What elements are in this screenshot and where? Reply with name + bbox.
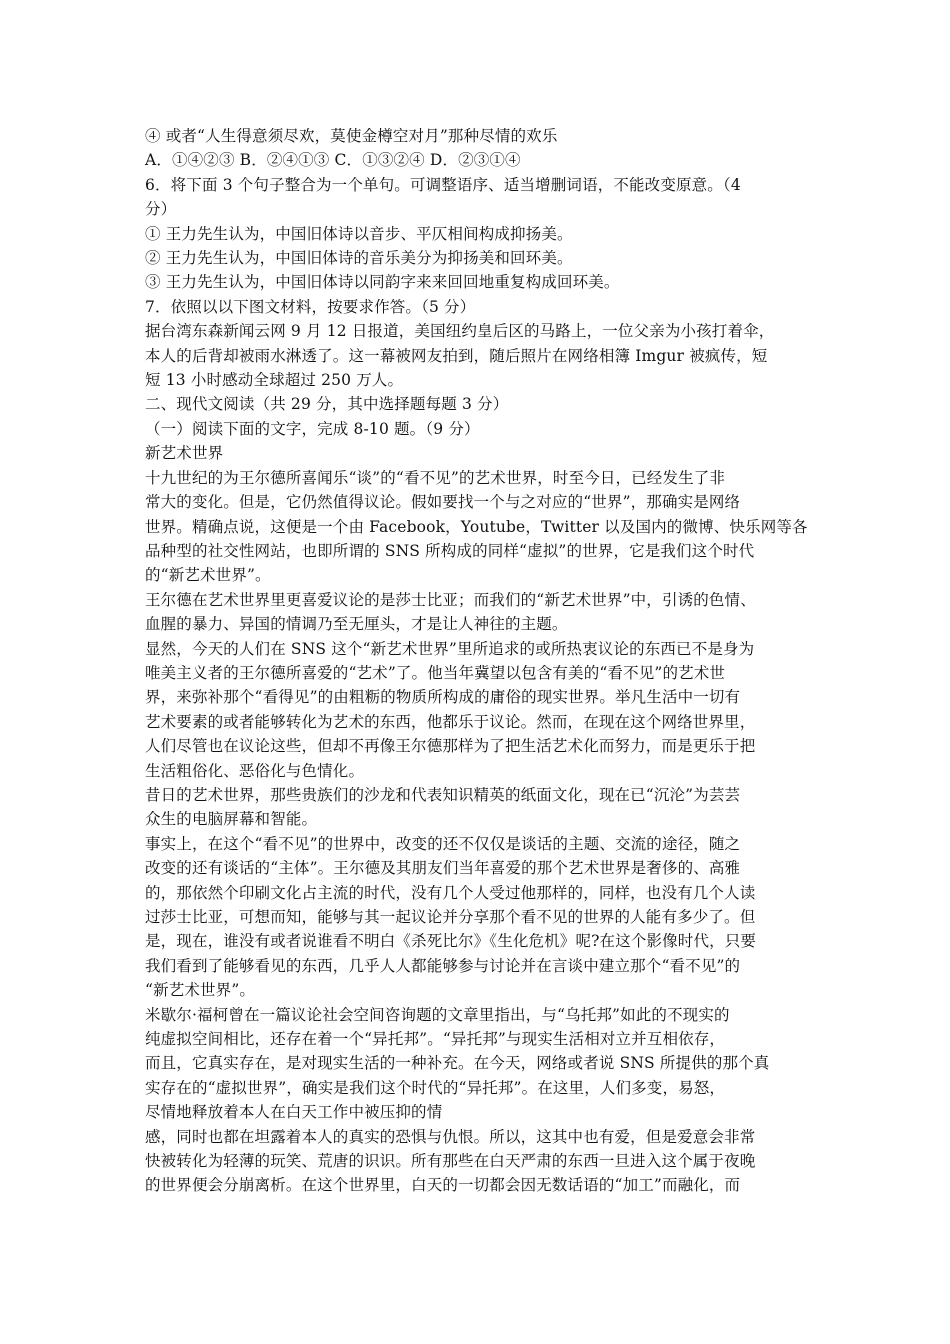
text-line: 改变的还有谈话的“主体”。王尔德及其朋友们当年喜爱的那个艺术世界是奢侈的、高雅: [145, 859, 741, 878]
text-line: 昔日的艺术世界，那些贵族们的沙龙和代表知识精英的纸面文化，现在已“沉沦”为芸芸: [145, 785, 741, 804]
text-line: A．①④②③ B．②④①③ C．①③②④ D．②③①④: [145, 151, 521, 170]
text-line: 而且，它真实存在，是对现实生活的一种补充。在今天，网络或者说 SNS 所提供的那个真: [145, 1054, 770, 1073]
text-line: 米歇尔·福柯曾在一篇议论社会空间咨询题的文章里指出，与“乌托邦”如此的不现实的: [145, 1005, 730, 1024]
text-line: 过莎士比亚，可想而知，能够与其一起议论并分享那个看不见的世界的人能有多少了。但: [145, 908, 756, 926]
text-line: 我们看到了能够看见的东西，几乎人人都能够参与讨论并在言谈中建立那个“看不见”的: [145, 956, 741, 975]
text-line: 唯美主义者的王尔德所喜爱的“艺术”了。他当年冀望以包含有美的“看不见”的艺术世: [145, 663, 726, 682]
text-line: 常大的变化。但是，它仍然值得议论。假如要找一个与之对应的“世界”，那确实是网络: [145, 493, 741, 512]
text-line: 实存在的“虚拟世界”，确实是我们这个时代的“异托邦”。在这里，人们多变，易怒，: [145, 1078, 726, 1097]
text-line: 本人的后背却被雨水淋透了。这一幕被网友拍到，随后照片在网络相簿 Imgur 被疯传，短: [145, 346, 768, 365]
text-line: 的世界便会分崩离析。在这个世界里，白天的一切都会因无数话语的“加工”而融化，而: [145, 1176, 741, 1195]
text-line: 界，来弥补那个“看得见”的由粗粝的物质所构成的庸俗的现实世界。举凡生活中一切有: [145, 688, 741, 707]
text-line: 血腥的暴力、异国的情调乃至无厘头，才是让人神往的主题。: [145, 615, 568, 634]
section-heading: 二、现代文阅读（共 29 分，其中选择题每题 3 分）: [145, 395, 509, 414]
text-line: 尽情地释放着本人在白天工作中被压抑的情: [145, 1103, 443, 1122]
text-line: 6．将下面 3 个句子整合为一个单句。可调整语序、适当增删词语，不能改变原意。（4: [145, 175, 741, 194]
text-line: ④ 或者“人生得意须尽欢，莫使金樽空对月”那种尽情的欢乐: [145, 127, 558, 145]
text-line: ③ 王力先生认为，中国旧体诗以同韵字来来回回地重复构成回环美。: [145, 273, 620, 292]
article-title: 新艺术世界: [145, 444, 224, 463]
text-line: 的“新艺术世界”。: [145, 566, 271, 585]
text-line: 生活粗俗化、恶俗化与色情化。: [145, 761, 365, 780]
text-line: 纯虚拟空间相比，还存在着一个“异托邦”。“异托邦”与现实生活相对立并互相依存，: [145, 1030, 726, 1049]
text-line: 短 13 小时感动全球超过 250 万人。: [145, 371, 404, 390]
text-line: 分）: [145, 200, 177, 219]
text-line: ① 王力先生认为，中国旧体诗以音步、平仄相间构成抑扬美。: [145, 224, 573, 243]
text-line: 世界。精确点说，这便是一个由 Facebook，Youtube，Twitter 以及国内的微博、快乐网等各: [145, 517, 808, 536]
text-line: 人们尽管也在议论这些，但却不再像王尔德那样为了把生活艺术化而努力，而是更乐于把: [145, 737, 756, 756]
text-line: 7．依照以以下图文材料，按要求作答。（5 分）: [145, 297, 476, 316]
text-line: “新艺术世界”。: [145, 981, 256, 1000]
text-line: 快被转化为轻薄的玩笑、荒唐的识识。所有那些在白天严肃的东西一旦进入这个属于夜晚: [145, 1152, 756, 1171]
text-line: 的，那依然个印刷文化占主流的时代，没有几个人受过他那样的，同样，也没有几个人读: [145, 883, 756, 902]
text-line: 艺术要素的或者能够转化为艺术的东西，他都乐于议论。然而，在现在这个网络世界里，: [145, 712, 756, 731]
text-line: （一）阅读下面的文字，完成 8-10 题。（9 分）: [145, 419, 480, 438]
text-line: 品种型的社交性网站，也即所谓的 SNS 所构成的同样“虚拟”的世界，它是我们这个时代: [145, 541, 755, 560]
text-line: 众生的电脑屏幕和智能。: [145, 810, 318, 829]
text-line: 据台湾东森新闻云网 9 月 12 日报道，美国纽约皇后区的马路上，一位父亲为小孩打着伞，: [145, 322, 775, 341]
text-line: 感，同时也都在坦露着本人的真实的恐惧与仇恨。所以，这其中也有爱，但是爱意会非常: [145, 1127, 756, 1146]
text-line: 是，现在，谁没有或者说谁看不明白《杀死比尔》《生化危机》呢?在这个影像时代，只要: [145, 932, 757, 951]
document-body: [145, 124, 813, 1198]
text-line: 事实上，在这个“看不见”的世界中，改变的还不仅仅是谈话的主题、交流的途径，随之: [145, 834, 741, 853]
text-line: 十九世纪的为王尔德所喜闻乐“谈”的“看不见”的艺术世界，时至今日，已经发生了非: [145, 468, 726, 487]
text-line: 显然，今天的人们在 SNS 这个“新艺术世界”里所追求的或所热衷议论的东西已不是身为: [145, 639, 755, 658]
text-line: 王尔德在艺术世界里更喜爱议论的是莎士比亚；而我们的“新艺术世界”中，引诱的色情、: [145, 590, 756, 609]
text-line: ② 王力先生认为，中国旧体诗的音乐美分为抑扬美和回环美。: [145, 249, 573, 268]
